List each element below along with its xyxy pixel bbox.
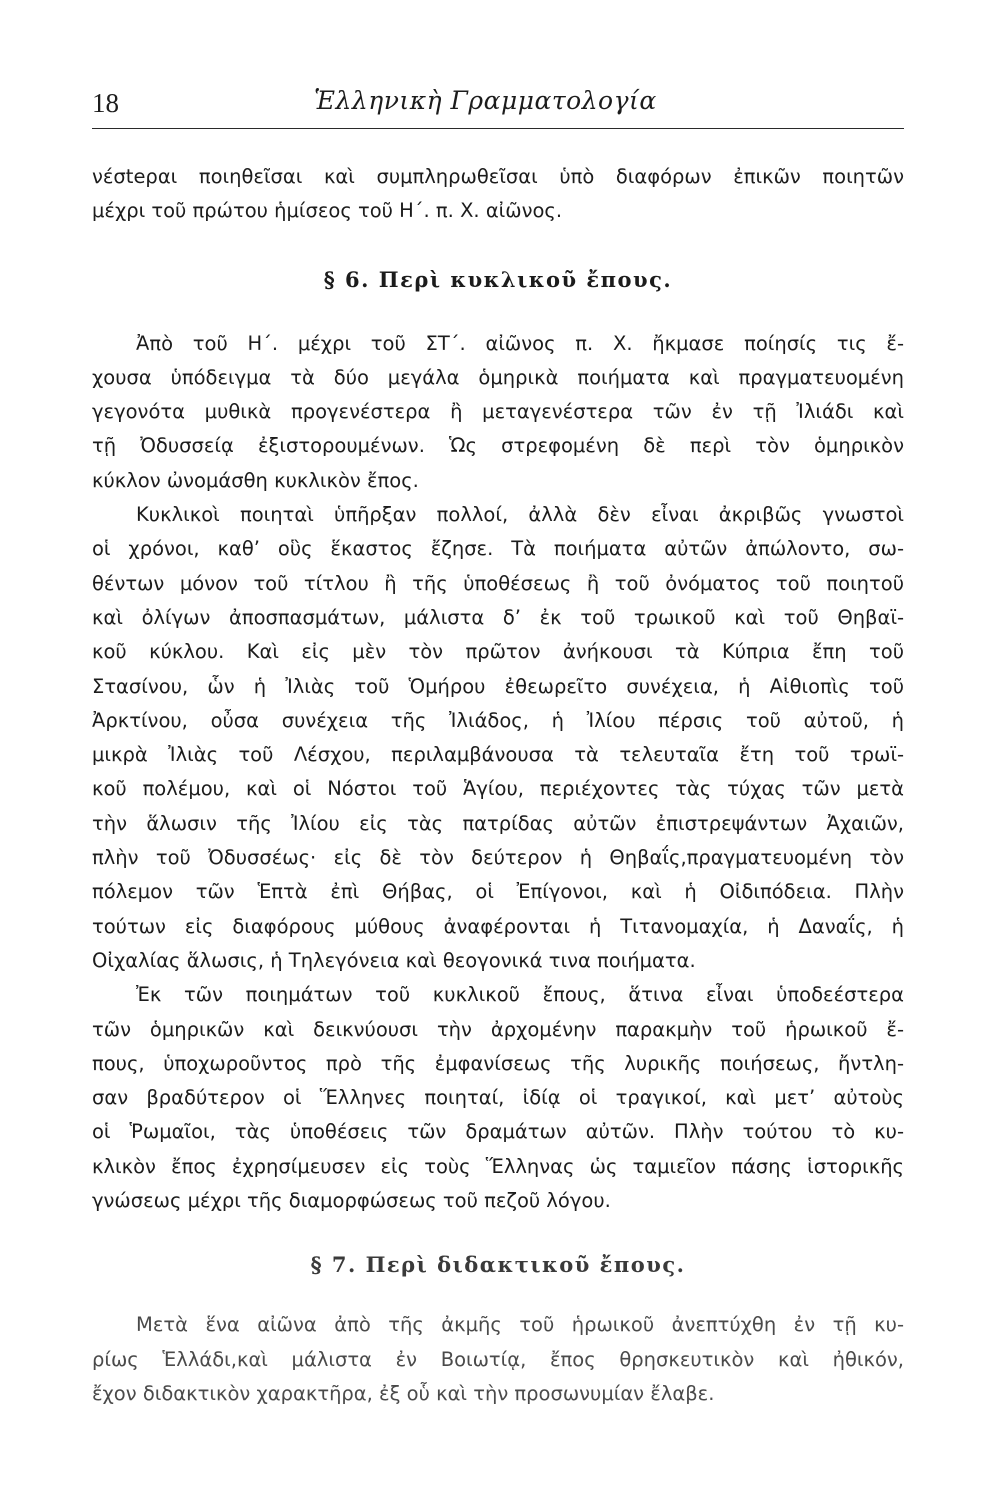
text-line: πόλεμον τῶν Ἑπτὰ ἐπὶ Θήβας, οἱ Ἐπίγονοι, καὶ ἡ Οἰδιπόδεια. Πλὴν xyxy=(92,880,904,904)
text-line: κύκλον ὠνομάσθη κυκλικὸν ἔπος. xyxy=(92,468,419,492)
intro-paragraph xyxy=(92,160,904,229)
text-line: τούτων εἰς διαφόρους μύθους ἀναφέρονται ἡ Τιτανομαχία, ἡ Δαναΐς, ἡ xyxy=(92,914,904,938)
section-heading-6: § 6. Περὶ κυκλικοῦ ἔπους. xyxy=(323,266,673,292)
text-line: μικρὰ Ἰλιὰς τοῦ Λέσχου, περιλαμβάνουσα τὰ τελευταῖα ἔτη τοῦ τρωϊ- xyxy=(92,743,904,767)
section-6-paragraph-2 xyxy=(92,498,904,978)
header-rule xyxy=(92,128,904,129)
text-line: κλικὸν ἔπος ἐχρησίμευσεν εἰς τοὺς Ἕλληνας ὡς ταμιεῖον πάσης ἱστορικῆς xyxy=(92,1154,904,1178)
text-line: Στασίνου, ὧν ἡ Ἰλιὰς τοῦ Ὁμήρου ἐθεωρεῖτο συνέχεια, ἡ Αἰθιοπὶς τοῦ xyxy=(92,674,904,698)
text-line: σαν βραδύτερον οἱ Ἕλληνες ποιηταί, ἰδίᾳ οἱ τραγικοί, καὶ μετ’ αὐτοὺς xyxy=(92,1086,904,1110)
text-line: τὴν ἅλωσιν τῆς Ἰλίου εἰς τὰς πατρίδας αὐτῶν ἐπιστρεψάντων Ἀχαιῶν, xyxy=(92,811,904,835)
text-line: Μετὰ ἕνα αἰῶνα ἀπὸ τῆς ἀκμῆς τοῦ ἡρωικοῦ ἀνεπτύχθη ἐν τῇ κυ- xyxy=(136,1313,904,1337)
text-line: γεγονότα μυθικὰ προγενέστερα ἢ μεταγενέστερα τῶν ἐν τῇ Ἰλιάδι καὶ xyxy=(92,400,904,424)
section-7-paragraph-1 xyxy=(92,1308,904,1411)
text-line: Ἐκ τῶν ποιημάτων τοῦ κυκλικοῦ ἔπους, ἅτινα εἶναι ὑποδεέστερα xyxy=(136,983,904,1007)
text-line: πλὴν τοῦ Ὀδυσσέως· εἰς δὲ τὸν δεύτερον ἡ Θηβαΐς,πραγματευομένη τὸν xyxy=(92,846,904,870)
section-6-paragraph-3 xyxy=(92,978,904,1218)
text-line: πους, ὑποχωροῦντος πρὸ τῆς ἐμφανίσεως τῆς λυρικῆς ποιήσεως, ἤντλη- xyxy=(92,1051,904,1075)
text-line: κοῦ πολέμου, καὶ οἱ Νόστοι τοῦ Ἁγίου, περιέχοντες τὰς τύχας τῶν μετὰ xyxy=(92,777,904,801)
text-line: ἔχον διδακτικὸν χαρακτῆρα, ἐξ οὗ καὶ τὴν προσωνυμίαν ἔλαβε. xyxy=(92,1381,715,1405)
text-line: μέχρι τοῦ πρώτου ἡμίσεος τοῦ Η΄. π. Χ. αἰῶνος. xyxy=(92,199,563,223)
text-line: κοῦ κύκλου. Καὶ εἰς μὲν τὸν πρῶτον ἀνήκουσι τὰ Κύπρια ἔπη τοῦ xyxy=(92,640,904,664)
text-line: χουσα ὑπόδειγμα τὰ δύο μεγάλα ὁμηρικὰ ποιήματα καὶ πραγματευομένη xyxy=(92,365,904,389)
text-line: θέντων μόνον τοῦ τίτλου ἢ τῆς ὑποθέσεως ἢ τοῦ ὀνόματος τοῦ ποιητοῦ xyxy=(92,571,904,595)
text-line: νέσteραι ποιηθεῖσαι καὶ συμπληρωθεῖσαι ὑπὸ διαφόρων ἐπικῶν ποιητῶν xyxy=(92,165,904,188)
text-line: οἱ χρόνοι, καθ’ οὓς ἕκαστος ἔζησε. Τὰ ποιήματα αὐτῶν ἀπώλοντο, σω- xyxy=(92,537,904,561)
running-title: Ἑλληνικὴ Γραμματολογία xyxy=(314,86,657,115)
section-6-paragraph-1 xyxy=(92,327,904,498)
text-line: τῶν ὁμηρικῶν καὶ δεικνύουσι τὴν ἀρχομένην παρακμὴν τοῦ ἡρωικοῦ ἔ- xyxy=(92,1017,904,1041)
text-line: ρίως Ἑλλάδι,καὶ μάλιστα ἐν Βοιωτίᾳ, ἔπος θρησκευτικὸν καὶ ἠθικόν, xyxy=(92,1347,904,1371)
text-line: Ἀπὸ τοῦ Η΄. μέχρι τοῦ ΣΤ΄. αἰῶνος π. Χ. ἤκμασε ποίησίς τις ἔ- xyxy=(136,331,904,355)
section-heading-7: § 7. Περὶ διδακτικοῦ ἔπους. xyxy=(310,1252,686,1278)
page-number: 18 xyxy=(92,88,119,118)
text-line: τῇ Ὀδυσσείᾳ ἐξιστορουμένων. Ὡς στρεφομένη δὲ περὶ τὸν ὁμηρικὸν xyxy=(92,434,904,458)
text-line: γνώσεως μέχρι τῆς διαμορφώσεως τοῦ πεζοῦ λόγου. xyxy=(92,1189,611,1213)
text-line: Κυκλικοὶ ποιηταὶ ὑπῆρξαν πολλοί, ἀλλὰ δὲν εἶναι ἀκριβῶς γνωστοὶ xyxy=(136,503,904,527)
text-line: Οἰχαλίας ἅλωσις, ἡ Τηλεγόνεια καὶ θεογονικά τινα ποιήματα. xyxy=(92,948,696,972)
page-body xyxy=(92,160,904,1411)
text-line: καὶ ὀλίγων ἀποσπασμάτων, μάλιστα δ’ ἐκ τοῦ τρωικοῦ καὶ τοῦ Θηβαϊ- xyxy=(92,605,904,629)
text-line: Ἀρκτίνου, οὖσα συνέχεια τῆς Ἰλιάδος, ἡ Ἰλίου πέρσις τοῦ αὐτοῦ, ἡ xyxy=(92,708,904,732)
text-line: οἱ Ῥωμαῖοι, τὰς ὑποθέσεις τῶν δραμάτων αὐτῶν. Πλὴν τούτου τὸ κυ- xyxy=(92,1120,904,1144)
page-header xyxy=(92,84,904,124)
